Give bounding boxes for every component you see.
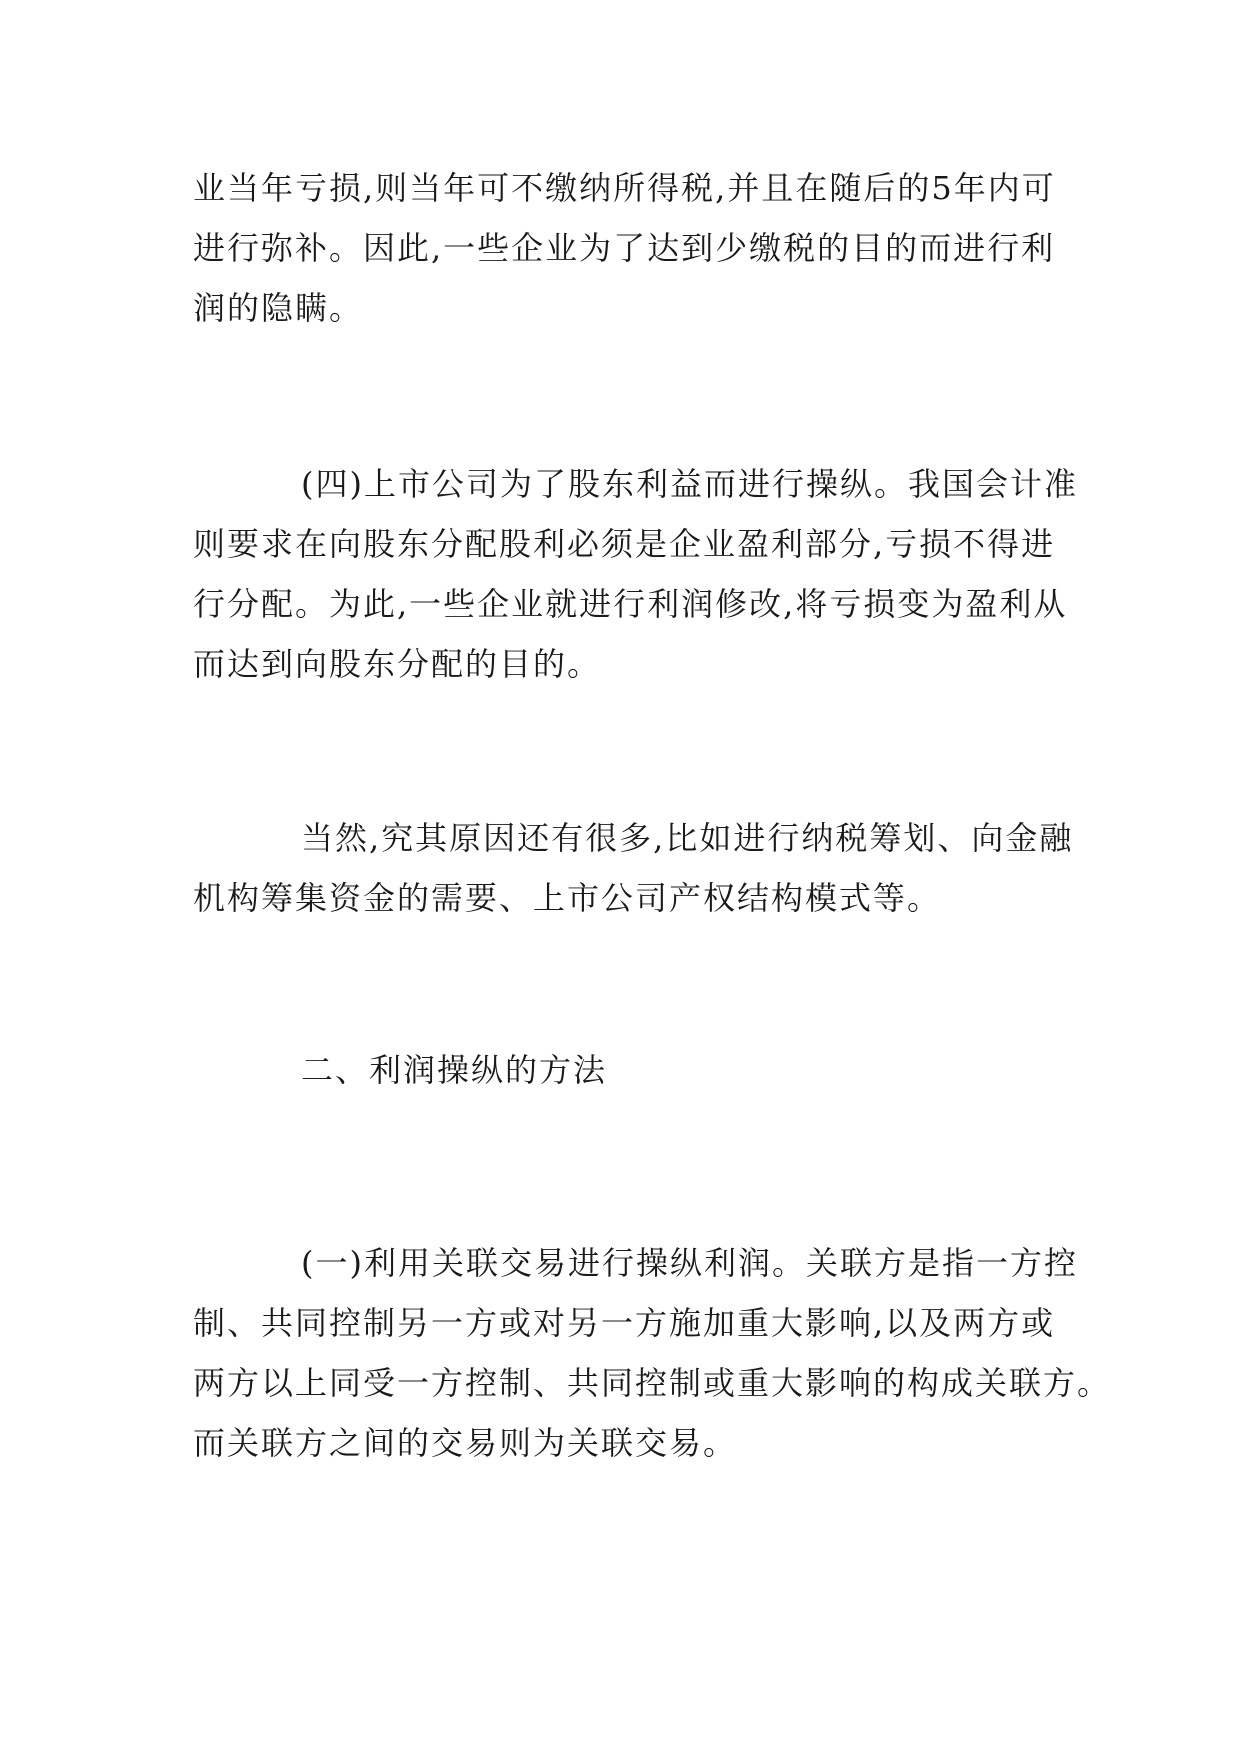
text-line: 润的隐瞒。 — [193, 289, 364, 327]
paragraph-tax-loss — [193, 158, 1059, 338]
paragraph-shareholder-interest — [193, 454, 1078, 694]
text-line: 制、共同控制另一方或对另一方施加重大影响,以及两方或 — [193, 1304, 1056, 1342]
paragraph-other-reasons — [193, 808, 1074, 928]
text-line: 而关联方之间的交易则为关联交易。 — [193, 1424, 738, 1462]
text-line: 当然,究其原因还有很多,比如进行纳税筹划、向金融 — [301, 819, 1074, 857]
text-line: 行分配。为此,一些企业就进行利润修改,将亏损变为盈利从 — [193, 585, 1068, 623]
text-line: 机构筹集资金的需要、上市公司产权结构模式等。 — [193, 879, 942, 917]
text-line: 而达到向股东分配的目的。 — [193, 645, 602, 683]
text-line: 两方以上同受一方控制、共同控制或重大影响的构成关联方。 — [193, 1364, 1112, 1402]
text-line: 则要求在向股东分配股利必须是企业盈利部分,亏损不得进 — [193, 525, 1056, 563]
text-line: 二、利润操纵的方法 — [301, 1051, 608, 1089]
text-line: 业当年亏损,则当年可不缴纳所得税,并且在随后的5年内可 — [193, 169, 1056, 207]
text-line: (一)利用关联交易进行操纵利润。关联方是指一方控 — [301, 1244, 1078, 1282]
paragraph-related-party — [193, 1233, 1112, 1473]
section-heading — [193, 1040, 1059, 1100]
text-line: 进行弥补。因此,一些企业为了达到少缴税的目的而进行利 — [193, 229, 1056, 267]
text-line: (四)上市公司为了股东利益而进行操纵。我国会计准 — [301, 465, 1078, 503]
